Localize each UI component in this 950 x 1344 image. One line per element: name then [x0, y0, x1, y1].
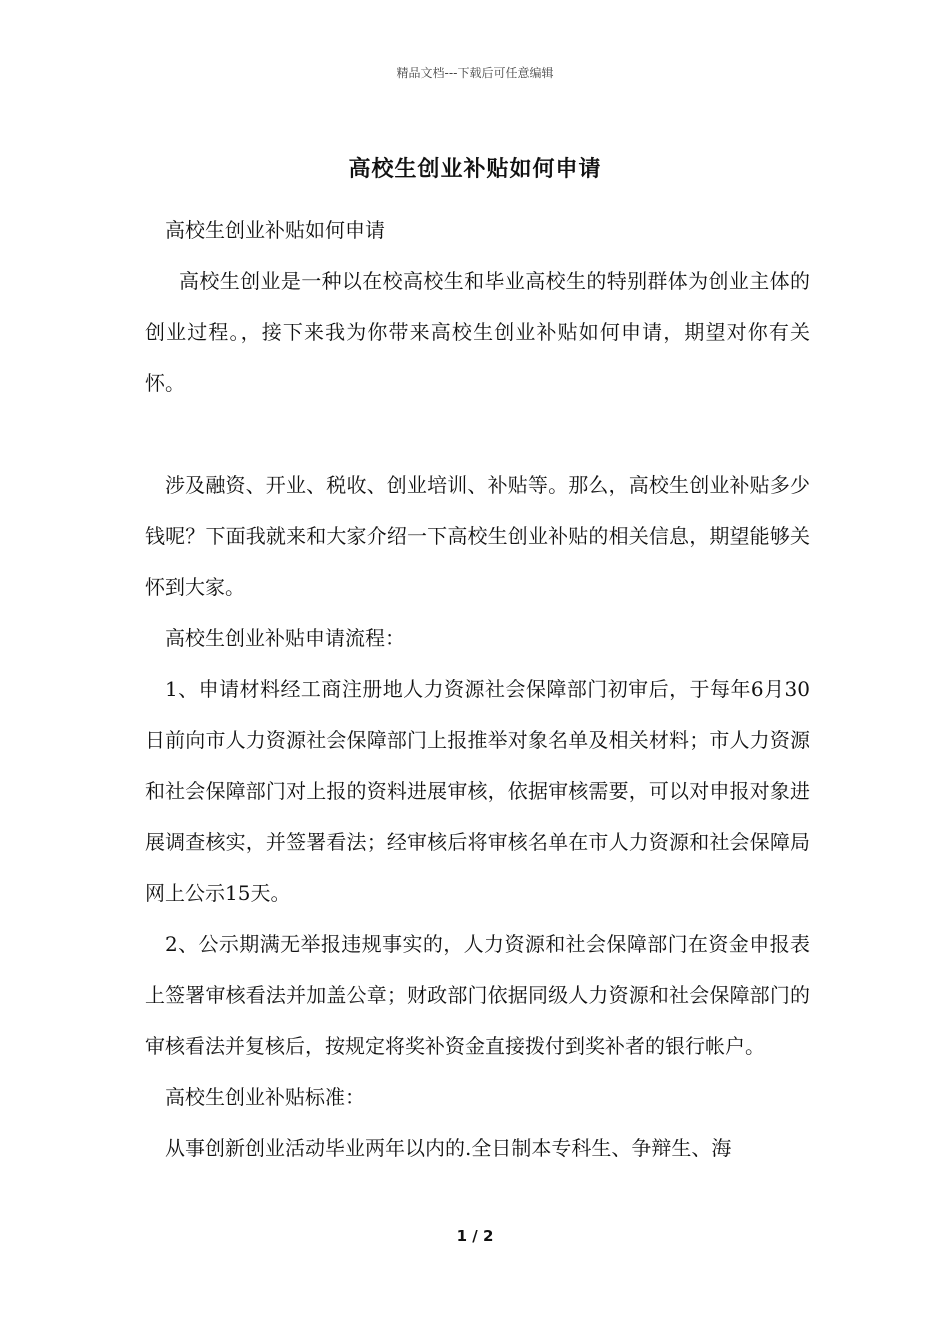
header-note: 精品文档---下载后可任意编辑 — [396, 66, 554, 80]
page-number: 1 / 2 — [456, 1227, 494, 1245]
document-title: 高校生创业补贴如何申请 — [348, 156, 602, 182]
paragraph-gap — [145, 409, 810, 460]
paragraph-overview: 涉及融资、开业、税收、创业培训、补贴等。那么，高校生创业补贴多少钱呢？下面我就来和大家介绍一下高校生创业补贴的相关信息，期望能够关怀到大家。 — [145, 473, 810, 599]
paragraph-intro: 高校生创业是一种以在校高校生和毕业高校生的特别群体为创业主体的创业过程。，接下来我为你带来高校生创业补贴如何申请，期望对你有关怀。 — [145, 269, 810, 395]
paragraph-standard-text: 从事创新创业活动毕业两年以内的.全日制本专科生、争辩生、海 — [165, 1136, 732, 1160]
paragraph-step-1: 1、申请材料经工商注册地人力资源社会保障部门初审后，于每年6月30日前向市人力资源社会保障部门上报推举对象名单及相关材料；市人力资源和社会保障部门对上报的资料进展审核，依据审核需要，可以对申报对象进展调查核实，并签署看法；经审核后将审核名单在市人力资源和社会保障局网上公示15天。 — [145, 677, 810, 905]
paragraph-standard-heading: 高校生创业补贴标准： — [165, 1085, 365, 1109]
paragraph-subtitle: 高校生创业补贴如何申请 — [165, 218, 385, 242]
paragraph-step-2: 2、公示期满无举报违规事实的，人力资源和社会保障部门在资金申报表上签署审核看法并加盖公章；财政部门依据同级人力资源和社会保障部门的审核看法并复核后，按规定将奖补资金直接拨付到奖补者的银行帐户。 — [145, 932, 810, 1058]
paragraph-process-heading: 高校生创业补贴申请流程： — [165, 626, 405, 650]
document-body — [145, 205, 810, 1174]
